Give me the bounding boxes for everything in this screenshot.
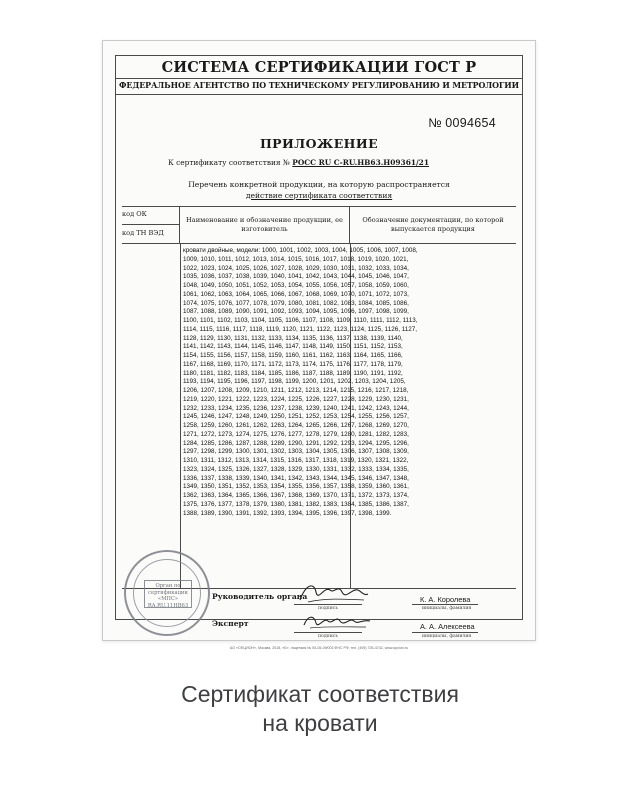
header-title: СИСТЕМА СЕРТИФИКАЦИИ ГОСТ Р <box>161 59 477 76</box>
document-frame <box>115 55 523 639</box>
certificate-ref-label: К сертификату соответствия № <box>168 158 290 167</box>
number-value: 0094654 <box>445 116 496 130</box>
stamp-line2: «МПС» <box>157 596 179 602</box>
header-subtitle: ФЕДЕРАЛЬНОЕ АГЕНТСТВО ПО ТЕХНИЧЕСКОМУ РЕГУЛИРОВАНИЮ И МЕТРОЛОГИИ <box>119 81 519 90</box>
form-number <box>428 116 496 130</box>
expert-signature-line <box>294 632 362 633</box>
header-divider-bottom <box>116 94 522 95</box>
stamp-text <box>144 580 192 608</box>
image-caption <box>0 680 640 738</box>
stamp-line3: RA.RU.11НВ63 <box>147 602 189 609</box>
code-tn-label: код ТН ВЭД <box>122 229 164 237</box>
expert-signature <box>300 609 374 633</box>
table-body-left-rule <box>180 244 181 588</box>
stamp-line1: Орган по сертификации <box>148 583 188 596</box>
product-list-heading <box>116 180 522 201</box>
table-body <box>180 244 516 588</box>
head-signature-line <box>294 604 362 605</box>
code-ok-label: код ОК <box>122 210 147 218</box>
list-heading-line2: действие сертификата соответствия <box>245 190 393 200</box>
column-header-docs: Обозначение документации, по которой выпускается продукция <box>362 216 504 233</box>
code-column <box>122 207 180 243</box>
list-heading-line1: Перечень конкретной продукции, на которую распространяется <box>188 180 450 189</box>
code-divider <box>122 224 179 225</box>
expert-label: Эксперт <box>212 619 249 628</box>
head-name-line <box>412 604 478 605</box>
printer-imprint: АО «ОПЦИОН», Москва, 2018, «Б», лицензия № 05-05-09/003 ФНС РФ, тел. (495) 726-4742, www.opcion.ru <box>229 646 409 650</box>
product-models-text: кровати двойные, модели: 1000, 1001, 1002, 1003, 1004, 1005, 1006, 1007, 1008, 1009, 1010, 1011, 1012, 1013, 1014, 1015, 1016, 1017, 1018, 1019, 1020, 1021, 1022, 1023, 1024, 1025, 1026, 1027, 1028, 1029, 1030, 1031, 1032, 1033, 1034, 1035, 1036, 1037, 1038, 1039, 1040, 1041, 1042, 1043, 1044, 1045, 1046, 1047, 1048, 1049, 1050, 1051, 1052, 1053, 1054, 1055, 1056, 1057, 1058, 1059, 1060, 1061, 1062, 1063, 1064, 1065, 1066, 1067, 1068, 1069, 1070, 1071, 1072, 1073, 1074, 1075, 1076, 1077, 1078, 1079, 1080, 1081, 1082, 1083, 1084, 1085, 1086, 1087, 1088, 1089, 1090, 1091, 1092, 1093, 1094, 1095, 1096, 1097, 1098, 1099, 1100, 1101, 1102, 1103, 1104, 1105, 1106, 1107, 1108, 1109, 1110, 1111, 1112, 1113, 1114, 1115, 1116, 1117, 1118, 1119, 1120, 1121, 1122, 1123, 1124, 1125, 1126, 1127, 1128, 1129, 1130, 1131, 1132, 1133, 1134, 1135, 1136, 1137, 1138, 1139, 1140, 1141, 1142, 1143, 1144, 1145, 1146, 1147, 1148, 1149, 1150, 1151, 1152, 1153, 1154, 1155, 1156, 1157, 1158, 1159, 1160, 1161, 1162, 1163, 1164, 1165, 1166, 1167, 1168, 1169, 1170, 1171, 1172, 1173, 1174, 1175, 1176, 1177, 1178, 1179, 1180, 1181, 1182, 1183, 1184, 1185, 1186, 1187, 1188, 1189, 1190, 1191, 1192, 1193, 1194, 1195, 1196, 1197, 1198, 1199, 1200, 1201, 1202, 1203, 1204, 1205, 1206, 1207, 1208, 1209, 1210, 1211, 1212, 1213, 1214, 1215, 1216, 1217, 1218, 1219, 1220, 1221, 1222, 1223, 1224, 1225, 1226, 1227, 1228, 1229, 1230, 1231, 1232, 1233, 1234, 1235, 1236, 1237, 1238, 1239, 1240, 1241, 1242, 1243, 1244, 1245, 1246, 1247, 1248, 1249, 1250, 1251, 1252, 1253, 1254, 1255, 1256, 1257, 1258, 1259, 1260, 1261, 1262, 1263, 1264, 1265, 1266, 1267, 1268, 1269, 1270, 1271, 1272, 1273, 1274, 1275, 1276, 1277, 1278, 1279, 1280, 1281, 1282, 1283, 1284, 1285, 1286, 1287, 1288, 1289, 1290, 1291, 1292, 1293, 1294, 1295, 1296, 1297, 1298, 1299, 1300, 1301, 1302, 1303, 1304, 1305, 1306, 1307, 1308, 1309, 1310, 1311, 1312, 1313, 1314, 1315, 1316, 1317, 1318, 1319, 1320, 1321, 1322, 1323, 1324, 1325, 1326, 1327, 1328, 1329, 1330, 1331, 1332, 1333, 1334, 1335, 1336, 1337, 1338, 1339, 1340, 1341, 1342, 1343, 1344, 1345, 1346, 1347, 1348, 1349, 1350, 1351, 1352, 1353, 1354, 1355, 1356, 1357, 1358, 1359, 1360, 1361, 1362, 1363, 1364, 1365, 1366, 1367, 1368, 1369, 1370, 1371, 1372, 1373, 1374, 1375, 1376, 1377, 1378, 1379, 1380, 1381, 1382, 1383, 1384, 1385, 1386, 1387, 1388, 1389, 1390, 1391, 1392, 1393, 1394, 1395, 1396, 1397, 1398, 1399. <box>183 247 418 517</box>
head-of-body-label: Руководитель органа <box>212 592 308 601</box>
column-header-name: Наименование и обозначение продукции, ее изготовитель <box>180 207 350 243</box>
certificate-ref-value: РОСС RU С-RU.НВ63.Н09361/21 <box>292 158 429 167</box>
certificate-reference <box>168 158 429 167</box>
caption-line2: на кровати <box>262 710 378 736</box>
header-divider <box>116 78 522 79</box>
table-header <box>122 206 516 244</box>
head-name-caption: инициалы, фамилия <box>422 606 472 611</box>
head-signature-caption: подпись <box>318 606 338 611</box>
expert-name-caption: инициалы, фамилия <box>422 634 472 639</box>
expert-name: А. А. Алексеева <box>420 622 475 631</box>
number-prefix: № <box>428 116 442 130</box>
certification-stamp <box>124 550 210 636</box>
head-name: К. А. Королева <box>420 595 471 604</box>
caption-line1: Сертификат соответствия <box>181 681 459 707</box>
appendix-title: ПРИЛОЖЕНИЕ <box>259 136 379 151</box>
expert-name-line <box>412 632 478 633</box>
certificate-document <box>102 40 536 650</box>
expert-signature-caption: подпись <box>318 634 338 639</box>
